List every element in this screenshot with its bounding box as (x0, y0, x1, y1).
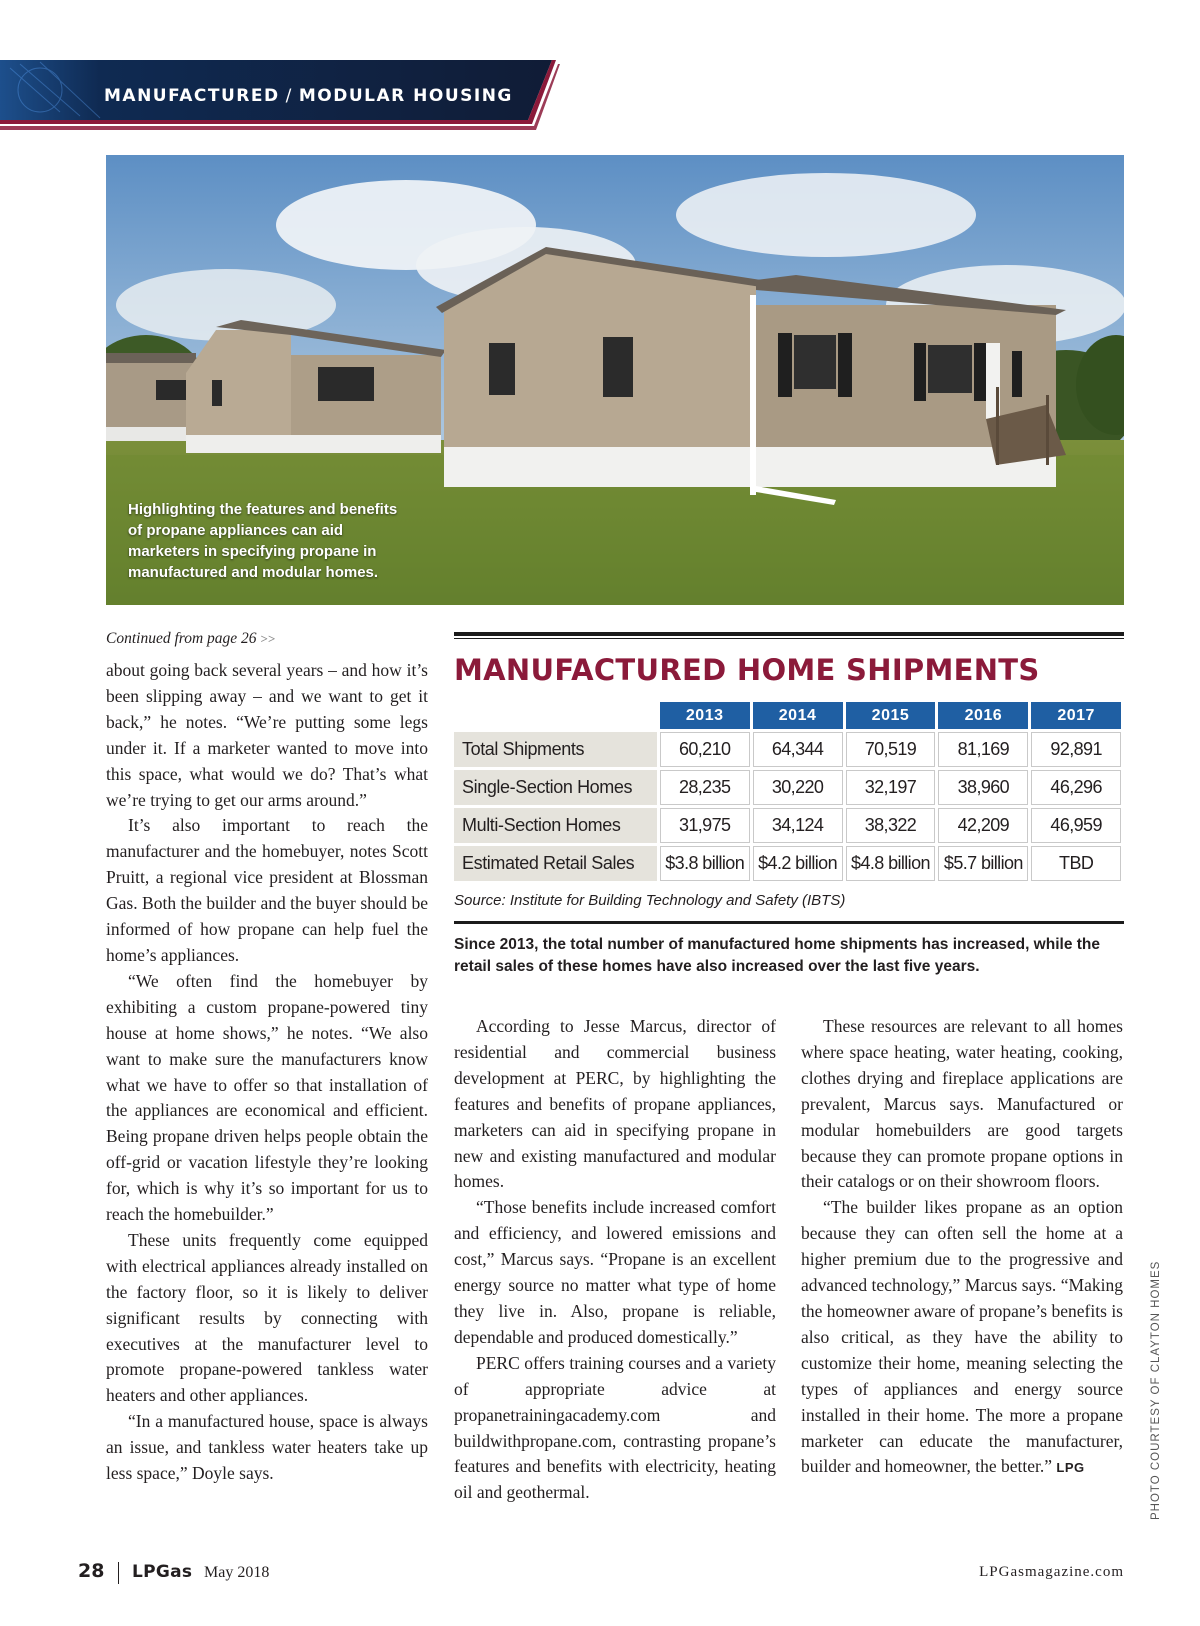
paragraph: It’s also important to reach the manufacturer and the homebuyer, notes Scott Pruitt, a regional vice president at Blossman Gas. Both the builder and the buyer should be informed of how propane can help fuel the home’s appliances. (106, 815, 428, 965)
table-cell: 42,209 (938, 808, 1028, 843)
table-cell: 60,210 (660, 732, 750, 767)
year-header: 2014 (753, 702, 843, 729)
paragraph: about going back several years – and how it’s been slipping away – and we want to get it back,” he notes. “We’re putting some legs under it. If a marketer wanted to move into this space, what would we do? That’s what we’re trying to get our arms around.” (106, 660, 428, 810)
year-header: 2013 (660, 702, 750, 729)
photo-caption: Highlighting the features and benefits of propane appliances can aid marketers in specifying propane in manufactured and modular homes. (128, 501, 398, 581)
paragraph: According to Jesse Marcus, director of residential and commercial business development at PERC, by highlighting the features and benefits of propane appliances, marketers can aid in specifying propane in new and existing manufactured and modular homes. (454, 1016, 776, 1192)
section-title-separator: / (285, 86, 293, 106)
table-cell: $3.8 billion (660, 846, 750, 881)
article-column-1 (106, 658, 428, 1487)
table-cell: 92,891 (1031, 732, 1121, 767)
shipments-table (451, 699, 1124, 884)
row-label: Multi-Section Homes (454, 808, 657, 843)
magazine-name: LPGas (132, 1562, 193, 1582)
table-cell: 38,960 (938, 770, 1028, 805)
table-caption: Since 2013, the total number of manufactured home shipments has increased, while the retail sales of these homes have also increased over the last five years. (454, 936, 1100, 975)
row-label: Estimated Retail Sales (454, 846, 657, 881)
year-header: 2017 (1031, 702, 1121, 729)
table-cell: 81,169 (938, 732, 1028, 767)
table-top-rule (454, 632, 1124, 636)
table-cell: 34,124 (753, 808, 843, 843)
table-row (454, 732, 1121, 767)
paragraph: These units frequently come equipped with electrical appliances already installed on the factory floor, so it is likely to deliver significant results by connecting with executives at the manufacturer level to promote propane-powered tankless water heaters and other appliances. (106, 1229, 428, 1406)
table-cell: 30,220 (753, 770, 843, 805)
paragraph-text: “The builder likes propane as an option because they can often sell the home at a higher premium due to the progressive and advanced technology,” Marcus says. “Making the homeowner aware of propane’s benefits is also critical, as they have the ability to customize their home, meaning selecting the types of appliances and energy source installed in their home. The more a propane marketer can educate the manufacturer, builder and homeowner, the better.” (801, 1197, 1123, 1477)
table-cell: 64,344 (753, 732, 843, 767)
continued-from (106, 630, 275, 648)
paragraph: PERC offers training courses and a variety of appropriate advice at propanetrainingacademy.com and buildwithpropane.com, contrasting propane’s features and benefits with electricity, heating oil and geothermal. (454, 1352, 776, 1503)
paragraph: These resources are relevant to all homes where space heating, water heating, cooking, clothes drying and fireplace applications are prevalent, Marcus says. Manufactured or modular homebuilders are good targets because they can promote propane options in their catalogs or on their showroom floors. (801, 1016, 1123, 1192)
row-label: Single-Section Homes (454, 770, 657, 805)
page-footer (78, 1562, 1124, 1586)
table-cell: 46,296 (1031, 770, 1121, 805)
paragraph: “We often find the homebuyer by exhibiting a custom propane-powered tiny house at home shows,” he notes. “We also want to make sure the manufacturers know what we have to offer so that installation of the appliances are economical and efficient. Being propane driven helps people obtain the off-grid or vacation lifestyle they’re looking for, which is why it’s so important for us to reach the homebuilder.” (106, 970, 428, 1225)
paragraph: “Those benefits include increased comfort and efficiency, and lowered emissions and cost,” Marcus says. “Propane is an excellent energy source no matter what type of home they live in. Also, propane is reliable, dependable and produced domestically.” (454, 1197, 776, 1347)
table-cell: 70,519 (846, 732, 936, 767)
photo-credit: PHOTO COURTESY OF CLAYTON HOMES (1150, 1260, 1162, 1520)
table-row (454, 770, 1121, 805)
table-cell: 31,975 (660, 808, 750, 843)
table-bottom-rule (454, 921, 1124, 924)
end-mark: LPG (1056, 1460, 1085, 1476)
article-column-2 (454, 1014, 776, 1506)
table-cell: $4.8 billion (846, 846, 936, 881)
table-cell: TBD (1031, 846, 1121, 881)
continued-text: Continued from page 26 (106, 630, 257, 647)
paragraph: “In a manufactured house, space is always an issue, and tankless water heaters take up less space,” Doyle says. (106, 1411, 428, 1484)
issue-date: May 2018 (204, 1564, 270, 1581)
hero-photo (106, 155, 1124, 605)
section-title (104, 86, 513, 106)
table-cell: 28,235 (660, 770, 750, 805)
table-cell: $4.2 billion (753, 846, 843, 881)
table-title: MANUFACTURED HOME SHIPMENTS (454, 653, 1040, 687)
year-header: 2016 (938, 702, 1028, 729)
table-corner-cell (454, 702, 657, 729)
table-header-row (454, 702, 1121, 729)
table-source: Source: Institute for Building Technology and Safety (IBTS) (454, 892, 846, 909)
row-label: Total Shipments (454, 732, 657, 767)
table-top-thin-rule (454, 638, 1124, 639)
continued-arrow-icon: >> (260, 631, 276, 646)
shipments-table-box (454, 632, 1124, 978)
article-column-3 (801, 1014, 1123, 1481)
paragraph (801, 1195, 1123, 1481)
table-cell: $5.7 billion (938, 846, 1028, 881)
table-row (454, 846, 1121, 881)
table-row (454, 808, 1121, 843)
website-link[interactable]: LPGasmagazine.com (979, 1564, 1124, 1580)
table-cell: 32,197 (846, 770, 936, 805)
year-header: 2015 (846, 702, 936, 729)
section-title-part1: MANUFACTURED (104, 86, 280, 106)
footer-divider (118, 1562, 119, 1584)
section-title-part2: MODULAR HOUSING (298, 86, 513, 106)
table-cell: 46,959 (1031, 808, 1121, 843)
page-number: 28 (78, 1560, 105, 1582)
table-cell: 38,322 (846, 808, 936, 843)
